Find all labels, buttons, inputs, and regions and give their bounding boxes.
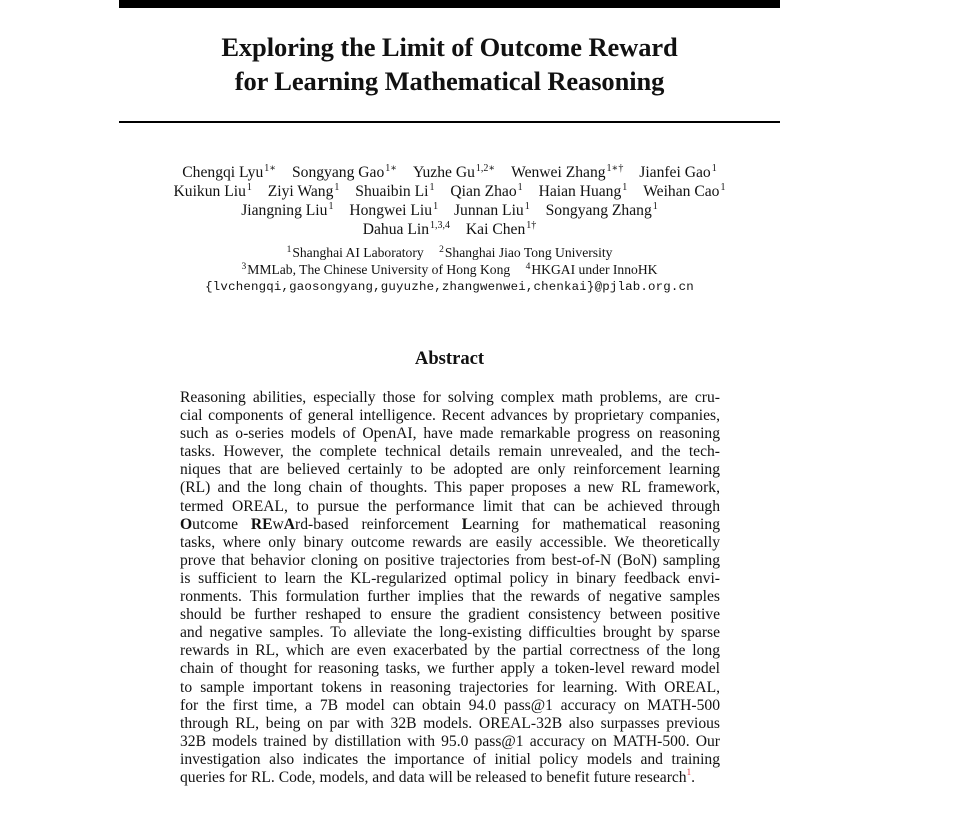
affiliation: $^2$Shanghai Jiao Tong University xyxy=(439,245,613,260)
abstract-line: Reasoning abilities, especially those for solving complex math problems, are cru- xyxy=(180,389,720,406)
footnote-link[interactable]: 1 xyxy=(686,766,692,777)
author-line xyxy=(119,201,780,220)
abstract-line: for the first time, a 7B model can obtain 94.0 pass@1 accuracy on MATH-500 xyxy=(180,696,720,714)
affiliation-line xyxy=(119,261,780,278)
abstract-line: to sample important tokens in reasoning trajectories for learning. With OREAL, xyxy=(180,678,720,696)
author: Yuzhe $Gu^{1,2∗}$ xyxy=(412,163,496,181)
author: Chengqi Lyu$^{1∗}$ xyxy=(182,163,277,181)
affiliation: $^3$MMLab, The Chinese University of Hong Kong xyxy=(241,262,511,277)
author: Shuaibin Li$^1$ xyxy=(355,182,435,200)
author: Hongwei Liu$^1$ xyxy=(349,201,439,219)
abstract-line-acronym: Outcome REwArd-based reinforcement Learning for mathematical reasoning xyxy=(180,515,720,533)
abstract-line: cial components of general intelligence. Recent advances by proprietary companies, xyxy=(180,407,720,425)
abstract-line: should be further reshaped to ensure the gradient consistency between positive xyxy=(180,606,720,624)
affiliation-line xyxy=(119,244,780,261)
abstract-line: and negative samples. To alleviate the long-existing difficulties brought by sparse xyxy=(180,624,720,642)
author-line xyxy=(119,182,780,201)
abstract-line: prove that behavior cloning on positive trajectories from best-of-N (BoN) sampling xyxy=(180,551,720,569)
author-line xyxy=(119,220,780,239)
author: Qian Zhao$^1$ xyxy=(450,182,523,200)
abstract-line: rewards in RL, which are even exacerbated by the partial correctness of the long xyxy=(180,642,720,660)
abstract-line-final: queries for RL. Code, models, and data will be released to benefit future research$^1$. xyxy=(180,766,696,786)
author: Songyang Zhang$^1$ xyxy=(545,201,658,219)
author: Weihan Cao$^1$ xyxy=(643,182,726,200)
author: Haian Huang$^1$ xyxy=(538,182,628,200)
author: Junnan Liu$^1$ xyxy=(453,201,530,219)
author-list xyxy=(119,163,780,239)
title-line: Exploring the Limit of Outcome Reward xyxy=(221,32,678,62)
author: Kai Chen$^{1\dagger}$ xyxy=(465,220,537,238)
abstract-body xyxy=(180,389,720,787)
title-rule xyxy=(119,121,780,123)
abstract-line: ronments. This formulation further implies that the rewards of negative samples xyxy=(180,588,720,606)
author: Ziyi Wang$^1$ xyxy=(267,182,340,200)
abstract-line: through RL, being on par with 32B models. OREAL-32B also surpasses previous xyxy=(180,714,720,732)
author: Jiangning Liu$^1$ xyxy=(241,201,334,219)
affiliation: $^4$HKGAI under InnoHK xyxy=(525,262,658,277)
author: Songyang Gao$^{1∗}$ xyxy=(291,163,398,181)
author: Jianfei Gao$^1$ xyxy=(639,163,717,181)
abstract-line: 32B models trained by distillation with 95.0 pass@1 accuracy on MATH-500. Our xyxy=(180,732,720,750)
affiliation: $^1$Shanghai AI Laboratory xyxy=(286,245,424,260)
abstract-line: termed OREAL, to pursue the performance limit that can be achieved through xyxy=(180,497,720,515)
abstract-line: such as o-series models of OpenAI, have made remarkable progress on reasoning xyxy=(180,425,720,443)
affiliations xyxy=(119,244,780,296)
abstract-line: (RL) and the long chain of thoughts. This paper proposes a new RL framework, xyxy=(180,479,720,497)
abstract-line: investigation also indicates the importance of initial policy models and training xyxy=(180,750,720,768)
paper-title xyxy=(119,30,780,98)
abstract-line: is sufficient to learn the KL-regularized optimal policy in binary feedback envi- xyxy=(180,569,720,587)
abstract-line: niques that are believed certainly to be adopted are only reinforcement learning xyxy=(180,461,720,479)
author-emails[interactable]: {lvchengqi,gaosongyang,guyuzhe,zhangwenwei,chenkai}@pjlab.org.cn xyxy=(205,280,694,294)
title-line: for Learning Mathematical Reasoning xyxy=(234,66,665,96)
abstract-line: chain of thought for reasoning tasks, we further apply a token-level reward model xyxy=(180,660,720,678)
author-line xyxy=(119,163,780,182)
abstract-line: tasks, where only binary outcome rewards are easily accessible. We theoretically xyxy=(180,533,720,551)
abstract-heading: Abstract xyxy=(414,348,485,369)
top-rule xyxy=(119,0,780,8)
abstract-line: tasks. However, the complete technical details remain unrevealed, and the tech- xyxy=(180,443,720,461)
author: Dahua Lin$^{1,3,4}$ xyxy=(362,220,450,238)
author: Kuikun Liu$^1$ xyxy=(173,182,252,200)
author: Wenwei Zhang$^{1∗\dagger}$ xyxy=(511,163,624,181)
